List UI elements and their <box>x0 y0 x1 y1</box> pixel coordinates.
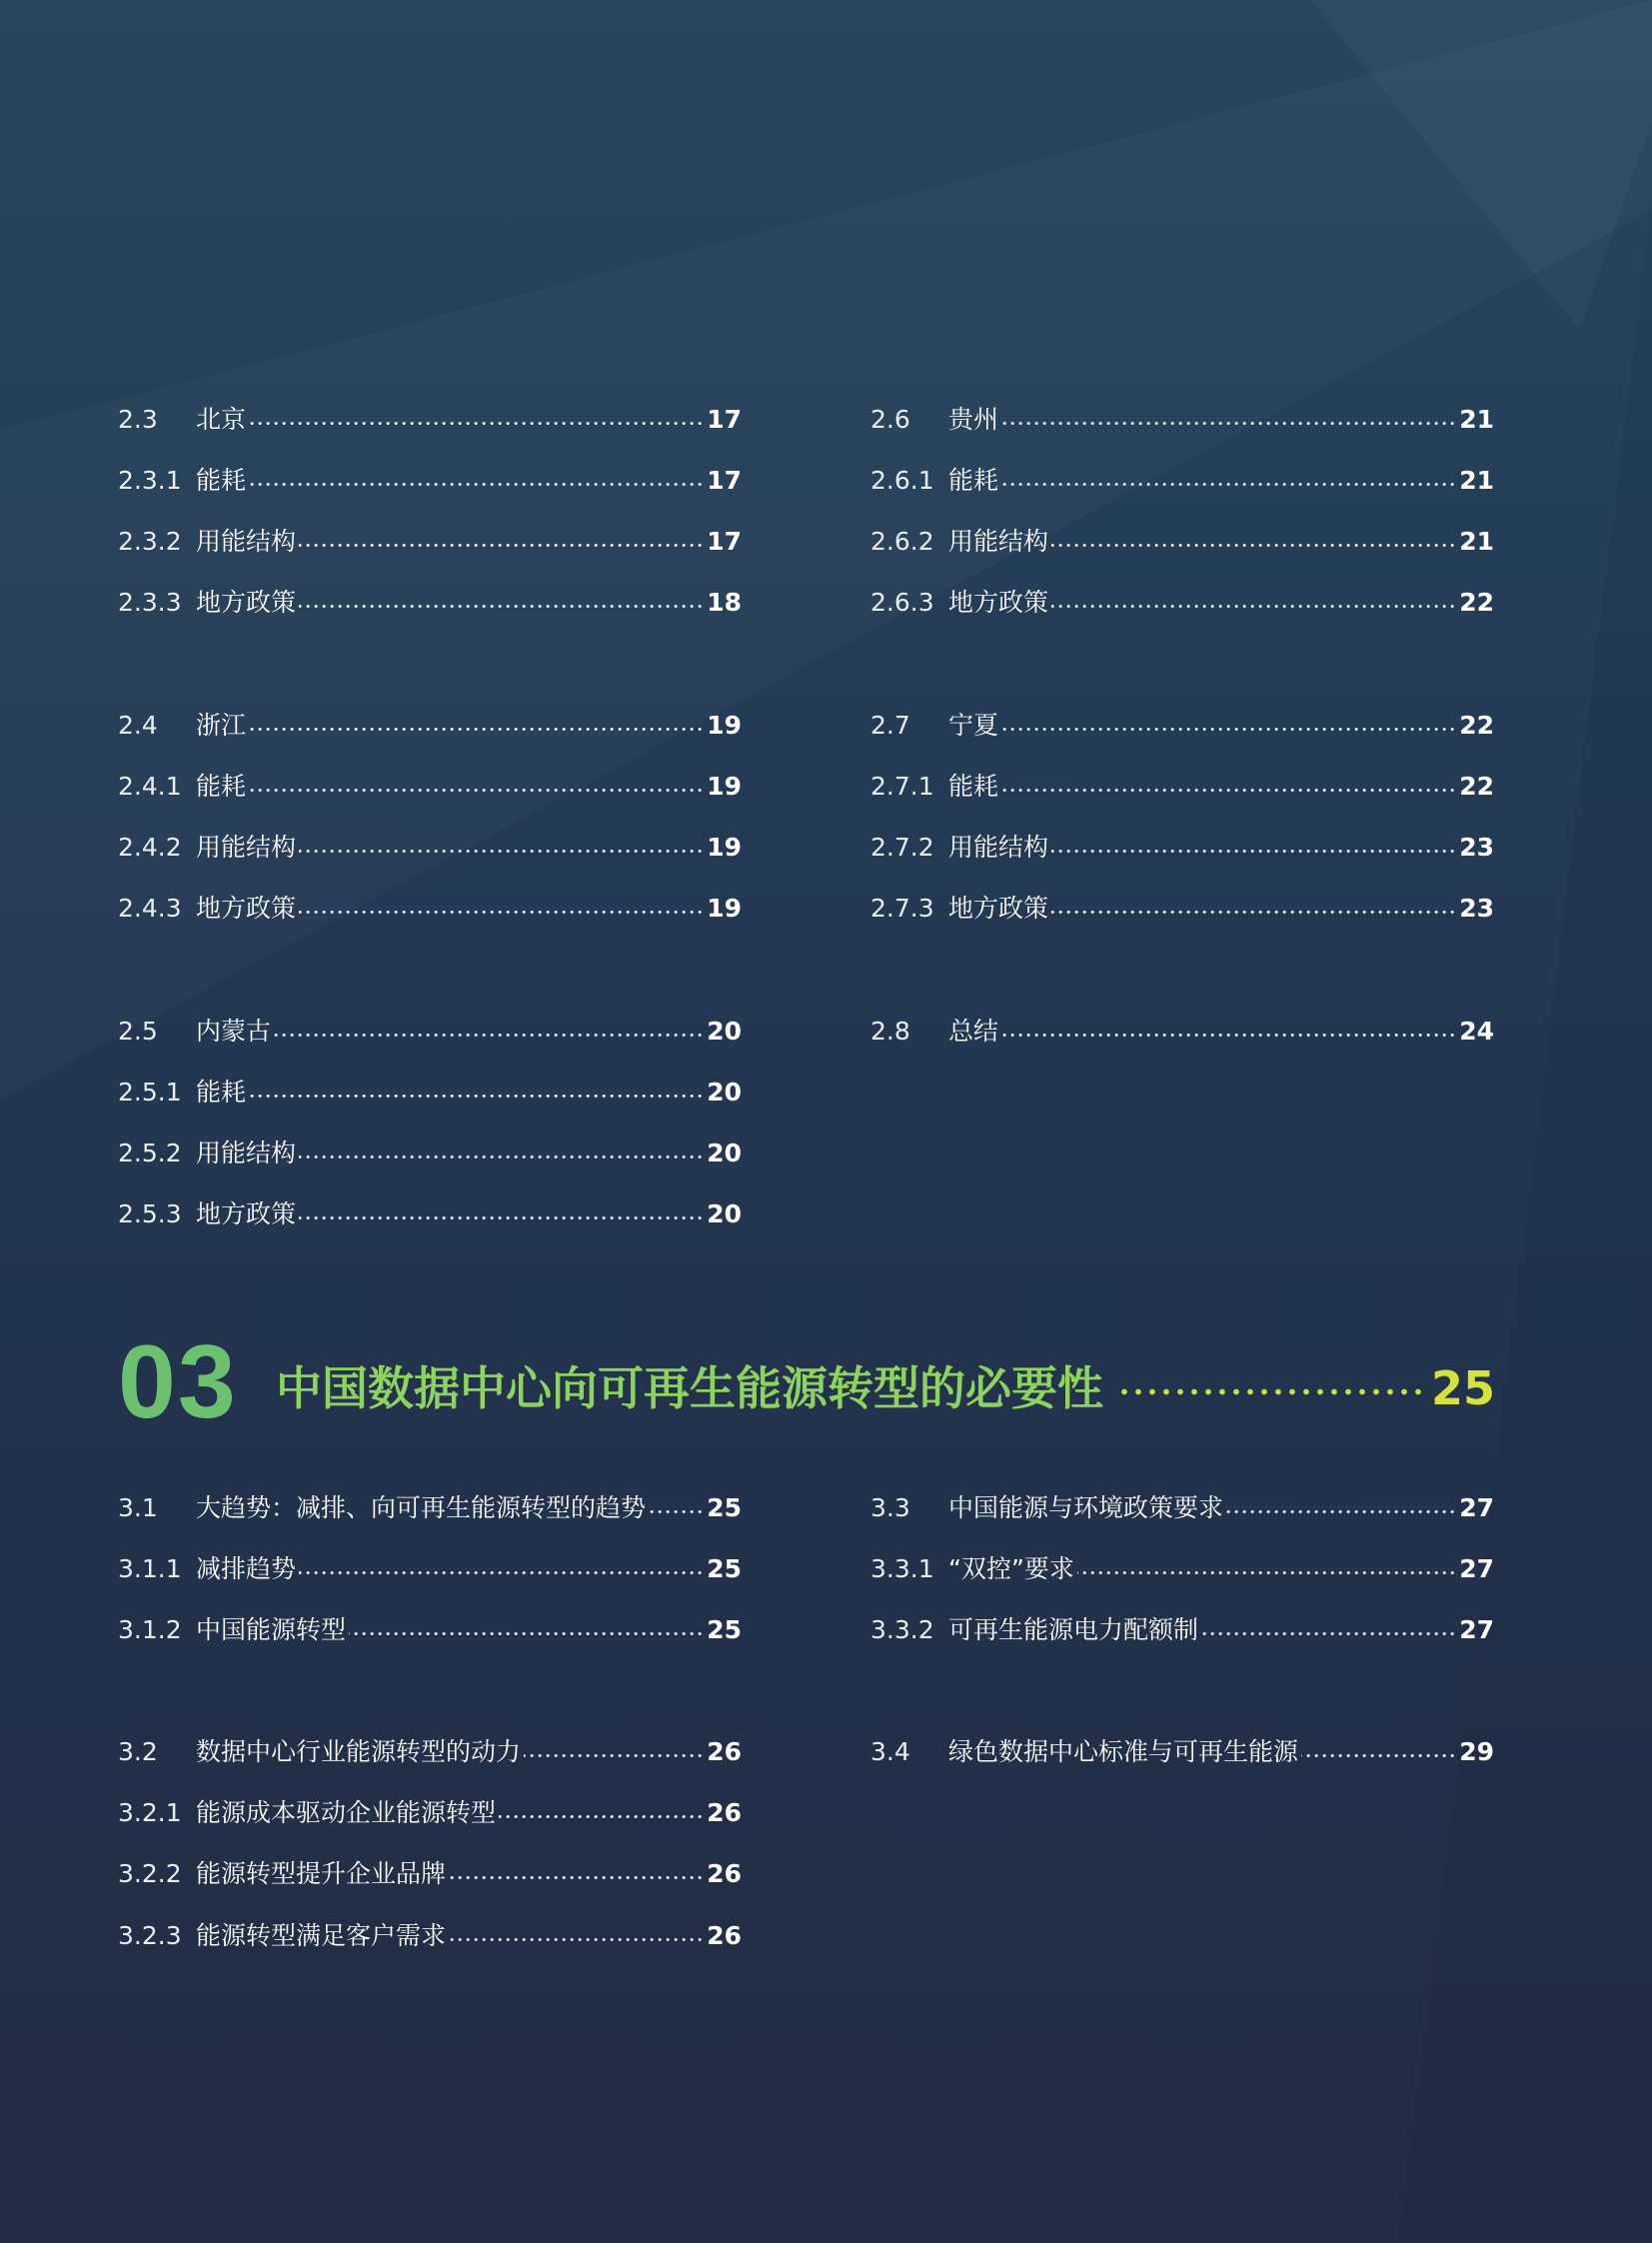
toc-entry-number: 2.5.1 <box>118 1078 182 1107</box>
toc-entry-number: 2.6 <box>870 405 910 434</box>
toc-entry[interactable] <box>870 706 1494 746</box>
dot-leader <box>299 911 704 914</box>
toc-entry-page: 22 <box>1459 772 1494 801</box>
dot-leader <box>1051 850 1456 853</box>
toc-entry-page: 19 <box>707 833 742 862</box>
toc-entry-number: 2.6.2 <box>870 527 934 556</box>
toc-entry-page: 27 <box>1459 1554 1494 1583</box>
dot-leader <box>1001 789 1456 792</box>
chapter-heading[interactable] <box>118 1317 1495 1447</box>
toc-entry-page: 22 <box>1459 588 1494 617</box>
toc-entry-number: 2.5 <box>118 1017 158 1046</box>
toc-entry-number: 2.4.2 <box>118 833 182 862</box>
dot-leader <box>1113 1388 1425 1395</box>
dot-leader <box>449 1876 704 1879</box>
toc-entry-number: 2.7.3 <box>870 894 934 923</box>
toc-entry-title: 能耗 <box>948 466 999 495</box>
toc-entry-title: 中国能源转型 <box>196 1615 347 1644</box>
dot-leader <box>524 1754 704 1757</box>
toc-entry-title: 用能结构 <box>196 527 297 556</box>
toc-entry-number: 3.2 <box>118 1737 158 1766</box>
toc-entry-title: 地方政策 <box>948 894 1049 923</box>
toc-entry-title: 总结 <box>948 1017 999 1046</box>
toc-entry-title: 浙江 <box>196 711 247 740</box>
toc-entry[interactable] <box>118 1133 742 1173</box>
toc-entry[interactable] <box>870 767 1494 807</box>
toc-entry[interactable] <box>870 889 1494 929</box>
toc-entry[interactable] <box>118 1012 742 1052</box>
toc-entry-title: 地方政策 <box>196 894 297 923</box>
toc-entry[interactable] <box>118 1488 742 1528</box>
toc-entry[interactable] <box>118 583 742 623</box>
toc-entry[interactable] <box>870 1488 1494 1528</box>
toc-entry-page: 26 <box>707 1737 742 1766</box>
toc-entry[interactable] <box>870 583 1494 623</box>
toc-entry[interactable] <box>118 1073 742 1113</box>
toc-entry-page: 23 <box>1459 833 1494 862</box>
dot-leader <box>1226 1510 1456 1513</box>
toc-entry-page: 21 <box>1459 527 1494 556</box>
toc-entry-title: 中国能源与环境政策要求 <box>948 1493 1224 1522</box>
toc-entry[interactable] <box>118 1916 742 1956</box>
toc-entry-title: 大趋势：减排、向可再生能源转型的趋势 <box>196 1493 647 1522</box>
toc-entry[interactable] <box>118 1854 742 1894</box>
toc-entry-number: 2.4.3 <box>118 894 182 923</box>
dot-leader <box>249 422 704 425</box>
dot-leader <box>274 1034 704 1037</box>
toc-entry-title: 地方政策 <box>196 1199 297 1228</box>
toc-entry[interactable] <box>870 828 1494 868</box>
toc-entry-title: 用能结构 <box>196 1138 297 1167</box>
toc-entry-title: 可再生能源电力配额制 <box>948 1615 1199 1644</box>
toc-entry-page: 20 <box>707 1078 742 1107</box>
toc-entry[interactable] <box>118 1549 742 1589</box>
toc-entry-title: 能源转型满足客户需求 <box>196 1921 447 1950</box>
toc-entry-page: 29 <box>1459 1737 1494 1766</box>
dot-leader <box>349 1632 704 1635</box>
toc-entry-number: 2.5.3 <box>118 1199 182 1228</box>
toc-entry-number: 2.7.2 <box>870 833 934 862</box>
chapter-number: 03 <box>118 1324 238 1440</box>
toc-entry-page: 17 <box>707 405 742 434</box>
dot-leader <box>1001 1034 1456 1037</box>
toc-entry-number: 2.5.2 <box>118 1138 182 1167</box>
dot-leader <box>249 728 704 731</box>
dot-leader <box>499 1815 704 1818</box>
dot-leader <box>1077 1571 1456 1574</box>
toc-entry-page: 17 <box>707 527 742 556</box>
dot-leader <box>1001 422 1456 425</box>
toc-entry-page: 22 <box>1459 711 1494 740</box>
dot-leader <box>1301 1754 1456 1757</box>
toc-entry-page: 25 <box>707 1554 742 1583</box>
toc-entry-title: 宁夏 <box>948 711 999 740</box>
chapter-page: 25 <box>1430 1361 1495 1415</box>
toc-entry-page: 21 <box>1459 466 1494 495</box>
dot-leader <box>249 1095 704 1098</box>
toc-entry-page: 26 <box>707 1921 742 1950</box>
toc-entry-title: 能耗 <box>196 466 247 495</box>
toc-entry-title: 数据中心行业能源转型的动力 <box>196 1737 522 1766</box>
toc-entry-number: 3.1.2 <box>118 1615 182 1644</box>
toc-entry[interactable] <box>870 1012 1494 1052</box>
toc-entry-number: 2.7 <box>870 711 910 740</box>
toc-entry-page: 20 <box>707 1138 742 1167</box>
toc-entry[interactable] <box>870 1732 1494 1772</box>
dot-leader <box>1201 1632 1456 1635</box>
toc-entry-title: 能耗 <box>196 1078 247 1107</box>
toc-entry-number: 2.6.1 <box>870 466 934 495</box>
toc-entry[interactable] <box>118 828 742 868</box>
toc-entry-title: “双控”要求 <box>948 1554 1074 1583</box>
toc-entry[interactable] <box>870 400 1494 440</box>
toc-entry-number: 2.3 <box>118 405 158 434</box>
toc-entry-page: 23 <box>1459 894 1494 923</box>
toc-entry-page: 18 <box>707 588 742 617</box>
toc-entry-page: 19 <box>707 772 742 801</box>
toc-entry-number: 3.2.1 <box>118 1798 182 1827</box>
toc-entry[interactable] <box>870 522 1494 562</box>
toc-entry-title: 内蒙古 <box>196 1017 272 1046</box>
toc-entry-page: 20 <box>707 1017 742 1046</box>
toc-entry-number: 3.2.2 <box>118 1859 182 1888</box>
toc-entry-page: 25 <box>707 1615 742 1644</box>
toc-entry-number: 3.4 <box>870 1737 910 1766</box>
chapter-title: 中国数据中心向可再生能源转型的必要性 <box>276 1361 1103 1415</box>
toc-entry-number: 3.1.1 <box>118 1554 182 1583</box>
toc-entry-title: 能源转型提升企业品牌 <box>196 1859 447 1888</box>
toc-entry-number: 2.6.3 <box>870 588 934 617</box>
toc-entry-number: 3.3.1 <box>870 1554 934 1583</box>
toc-entry-title: 减排趋势 <box>196 1554 297 1583</box>
toc-entry-number: 3.3 <box>870 1493 910 1522</box>
dot-leader <box>249 483 704 486</box>
toc-entry-title: 地方政策 <box>948 588 1049 617</box>
toc-entry-page: 25 <box>707 1493 742 1522</box>
toc-entry-number: 2.3.1 <box>118 466 182 495</box>
toc-entry-number: 3.3.2 <box>870 1615 934 1644</box>
dot-leader <box>299 605 704 608</box>
dot-leader <box>1001 728 1456 731</box>
toc-entry-title: 能耗 <box>196 772 247 801</box>
toc-entry[interactable] <box>118 522 742 562</box>
toc-entry-title: 地方政策 <box>196 588 297 617</box>
dot-leader <box>1051 911 1456 914</box>
toc-entry-number: 2.8 <box>870 1017 910 1046</box>
dot-leader <box>299 850 704 853</box>
toc-entry-number: 2.7.1 <box>870 772 934 801</box>
toc-entry[interactable] <box>870 1610 1494 1650</box>
toc-entry-title: 用能结构 <box>948 527 1049 556</box>
dot-leader <box>649 1510 704 1513</box>
toc-entry-title: 用能结构 <box>948 833 1049 862</box>
toc-entry-number: 2.4 <box>118 711 158 740</box>
toc-entry-page: 20 <box>707 1199 742 1228</box>
toc-entry-number: 3.1 <box>118 1493 158 1522</box>
toc-entry[interactable] <box>870 1549 1494 1589</box>
dot-leader <box>299 1155 704 1158</box>
toc-entry-number: 3.2.3 <box>118 1921 182 1950</box>
dot-leader <box>1001 483 1456 486</box>
toc-entry[interactable] <box>118 1194 742 1234</box>
toc-entry-page: 17 <box>707 466 742 495</box>
toc-entry-number: 2.3.2 <box>118 527 182 556</box>
toc-entry[interactable] <box>118 767 742 807</box>
toc-entry-page: 24 <box>1459 1017 1494 1046</box>
toc-entry[interactable] <box>118 706 742 746</box>
toc-entry[interactable] <box>870 461 1494 501</box>
toc-entry-page: 27 <box>1459 1615 1494 1644</box>
toc-entry-number: 2.4.1 <box>118 772 182 801</box>
dot-leader <box>449 1938 704 1941</box>
toc-entry-title: 北京 <box>196 405 247 434</box>
dot-leader <box>1051 544 1456 547</box>
toc-entry-title: 能耗 <box>948 772 999 801</box>
toc-entry[interactable] <box>118 461 742 501</box>
toc-entry[interactable] <box>118 1793 742 1833</box>
toc-entry-title: 用能结构 <box>196 833 297 862</box>
toc-entry-title: 贵州 <box>948 405 999 434</box>
toc-entry-page: 21 <box>1459 405 1494 434</box>
toc-entry-page: 27 <box>1459 1493 1494 1522</box>
toc-entry[interactable] <box>118 400 742 440</box>
toc-entry-page: 19 <box>707 894 742 923</box>
dot-leader <box>249 789 704 792</box>
toc-entry-title: 能源成本驱动企业能源转型 <box>196 1798 497 1827</box>
toc-entry[interactable] <box>118 889 742 929</box>
dot-leader <box>299 1571 704 1574</box>
dot-leader <box>1051 605 1456 608</box>
toc-entry-page: 19 <box>707 711 742 740</box>
toc-entry[interactable] <box>118 1732 742 1772</box>
dot-leader <box>299 1216 704 1219</box>
dot-leader <box>299 544 704 547</box>
toc-entry-title: 绿色数据中心标准与可再生能源 <box>948 1737 1299 1766</box>
toc-entry-page: 26 <box>707 1859 742 1888</box>
toc-entry[interactable] <box>118 1610 742 1650</box>
toc-entry-page: 26 <box>707 1798 742 1827</box>
toc-entry-number: 2.3.3 <box>118 588 182 617</box>
